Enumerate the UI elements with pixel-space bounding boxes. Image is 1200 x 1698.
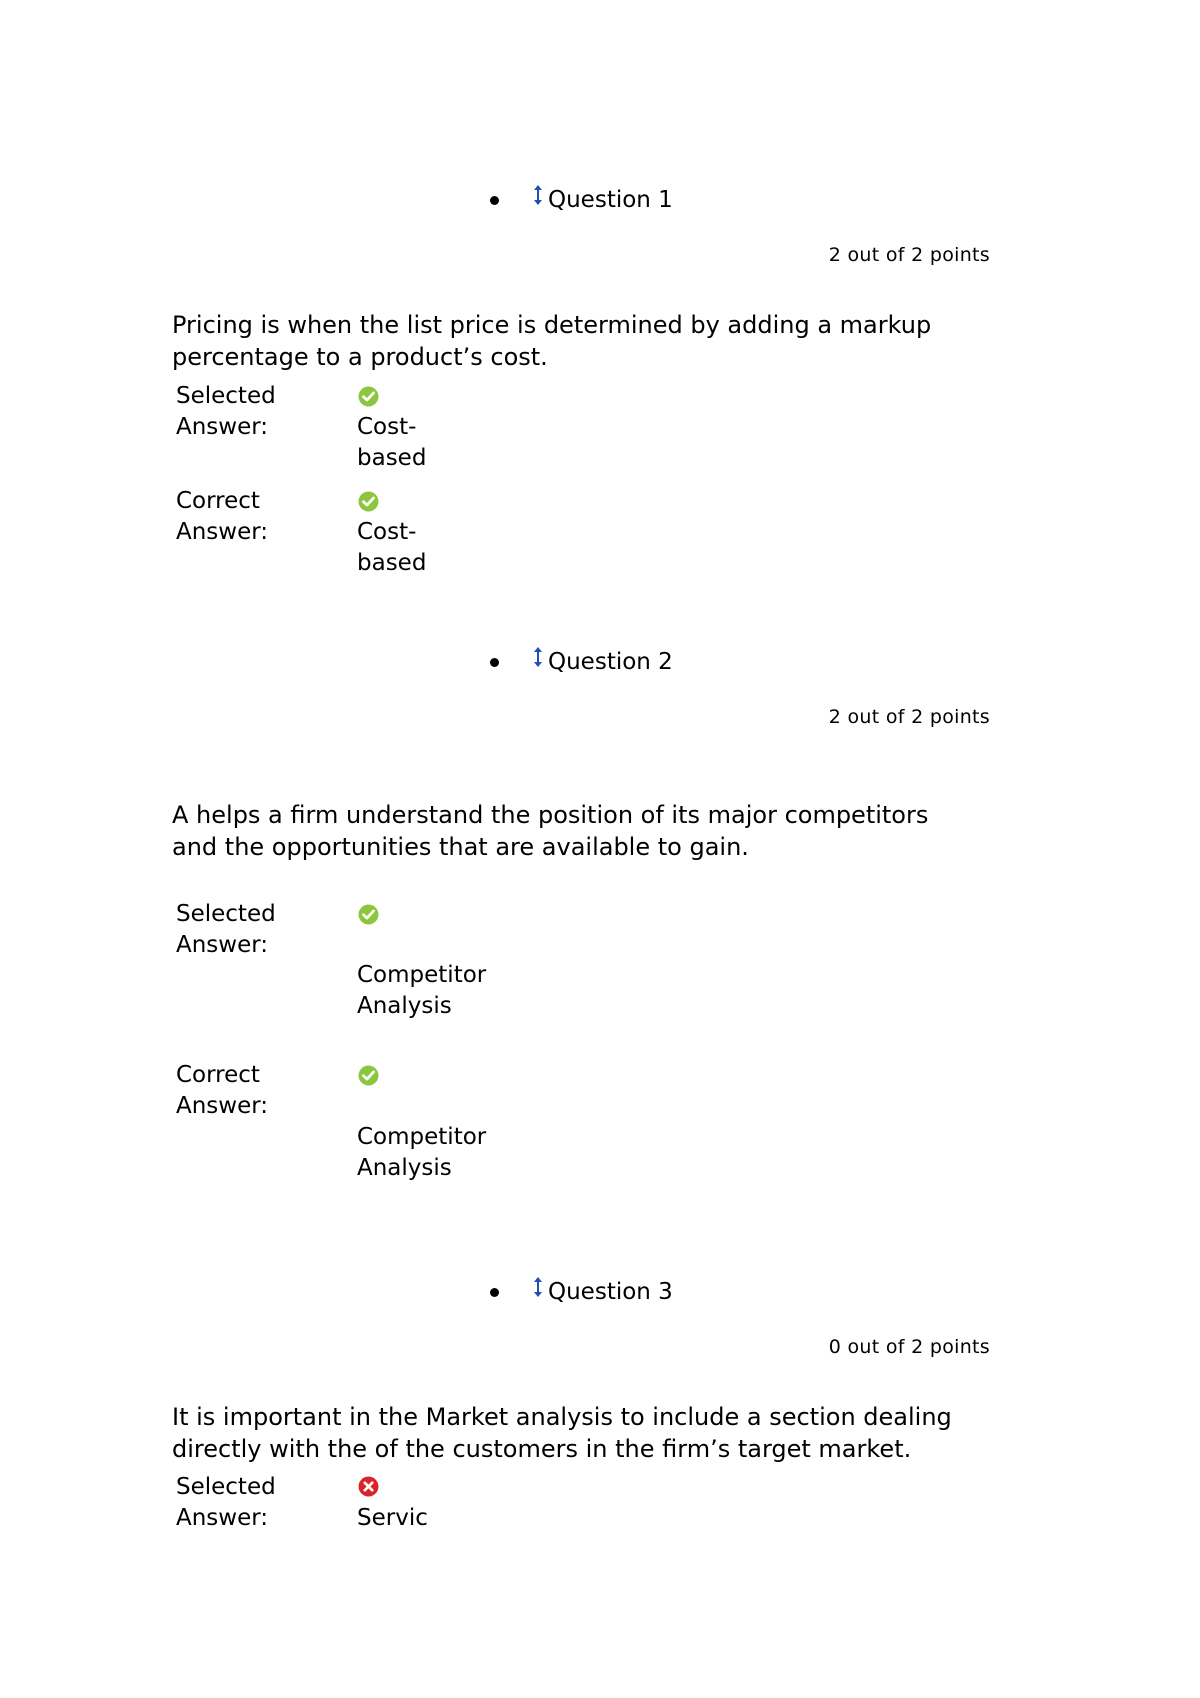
question-text: Pricing is when the list price is determined by adding a markup percentage to a product’s cost. — [172, 311, 932, 371]
question-2-header — [490, 645, 673, 679]
bullet — [490, 196, 499, 205]
question-title: Question 3 — [548, 1279, 673, 1305]
question-title: Question 1 — [548, 187, 673, 213]
sort-arrows-icon[interactable] — [532, 645, 544, 669]
question-points: 2 out of 2 points — [828, 706, 990, 728]
question-text: It is important in the Market analysis to include a section dealing directly with the of the customers in the firm’s target market. — [172, 1403, 952, 1463]
selected-answer-label: Selected Answer: — [176, 383, 276, 440]
sort-arrows-icon[interactable] — [532, 1275, 544, 1299]
selected-answer-value: Cost-based — [357, 414, 427, 471]
selected-answer-value: Servic — [357, 1505, 428, 1531]
selected-answer-label: Selected Answer: — [176, 1474, 276, 1531]
question-points: 0 out of 2 points — [828, 1336, 990, 1358]
correct-answer-label: Correct Answer: — [176, 1062, 269, 1119]
correct-answer-value: Competitor Analysis — [357, 1124, 487, 1181]
check-circle-icon — [358, 491, 379, 512]
sort-arrows-icon[interactable] — [532, 183, 544, 207]
selected-answer-label: Selected Answer: — [176, 901, 276, 958]
check-circle-icon — [358, 1065, 379, 1086]
question-title: Question 2 — [548, 649, 673, 675]
check-circle-icon — [358, 904, 379, 925]
correct-answer-value: Cost-based — [357, 519, 427, 576]
question-points: 2 out of 2 points — [828, 244, 990, 266]
x-circle-icon — [358, 1476, 379, 1497]
question-text: A helps a firm understand the position of its major competitors and the opportunities that are available to gain. — [172, 801, 929, 861]
selected-answer-value: Competitor Analysis — [357, 962, 487, 1019]
question-1-header — [490, 183, 673, 217]
correct-answer-label: Correct Answer: — [176, 488, 269, 545]
check-circle-icon — [358, 386, 379, 407]
question-3-header — [490, 1275, 673, 1309]
bullet — [490, 658, 499, 667]
bullet — [490, 1288, 499, 1297]
